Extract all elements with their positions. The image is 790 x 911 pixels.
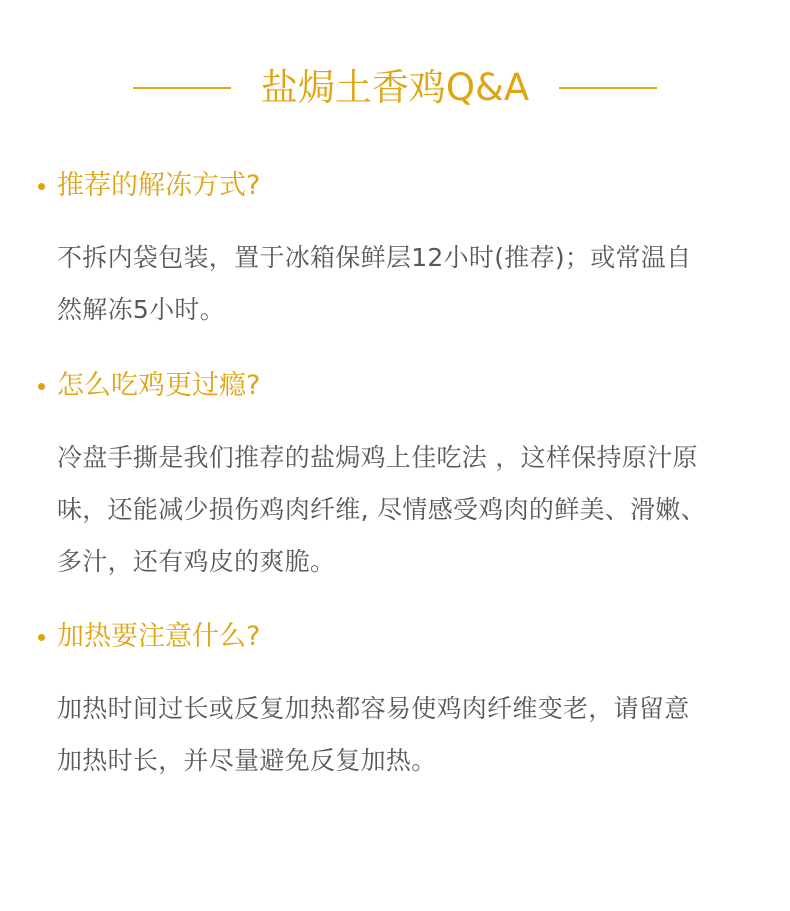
bullet-icon: [38, 183, 45, 190]
question-3: [38, 617, 260, 657]
title-right-divider: [559, 87, 657, 89]
bullet-icon: [38, 383, 45, 390]
question-1-text: 推荐的解冻方式?: [57, 170, 261, 201]
title-left-divider: [133, 87, 231, 89]
question-3-text: 加热要注意什么?: [57, 621, 261, 652]
answer-2-line-3: 多汁，还有鸡皮的爽脆。: [57, 547, 336, 576]
question-2: [38, 366, 260, 406]
question-1: [38, 166, 260, 206]
answer-2: [57, 432, 757, 588]
title-row: [0, 60, 790, 116]
answer-2-line-1: 冷盘手撕是我们推荐的盐焗鸡上佳吃法 ，这样保持原汁原: [57, 443, 698, 472]
question-2-text: 怎么吃鸡更过瘾?: [57, 370, 261, 401]
answer-2-line-2: 味，还能减少损伤鸡肉纤维, 尽情感受鸡肉的鲜美、滑嫩、: [57, 495, 706, 524]
page-title: 盐焗土香鸡Q&A: [260, 66, 530, 109]
answer-1-line-2: 然解冻5小时。: [57, 295, 226, 324]
answer-1: [57, 232, 757, 336]
answer-3-line-1: 加热时间过长或反复加热都容易使鸡肉纤维变老，请留意: [57, 694, 690, 723]
answer-1-line-1: 不拆内袋包装，置于冰箱保鲜层12小时(推荐)；或常温自: [57, 243, 692, 272]
answer-3-line-2: 加热时长，并尽量避免反复加热。: [57, 746, 437, 775]
bullet-icon: [38, 634, 45, 641]
answer-3: [57, 683, 757, 787]
